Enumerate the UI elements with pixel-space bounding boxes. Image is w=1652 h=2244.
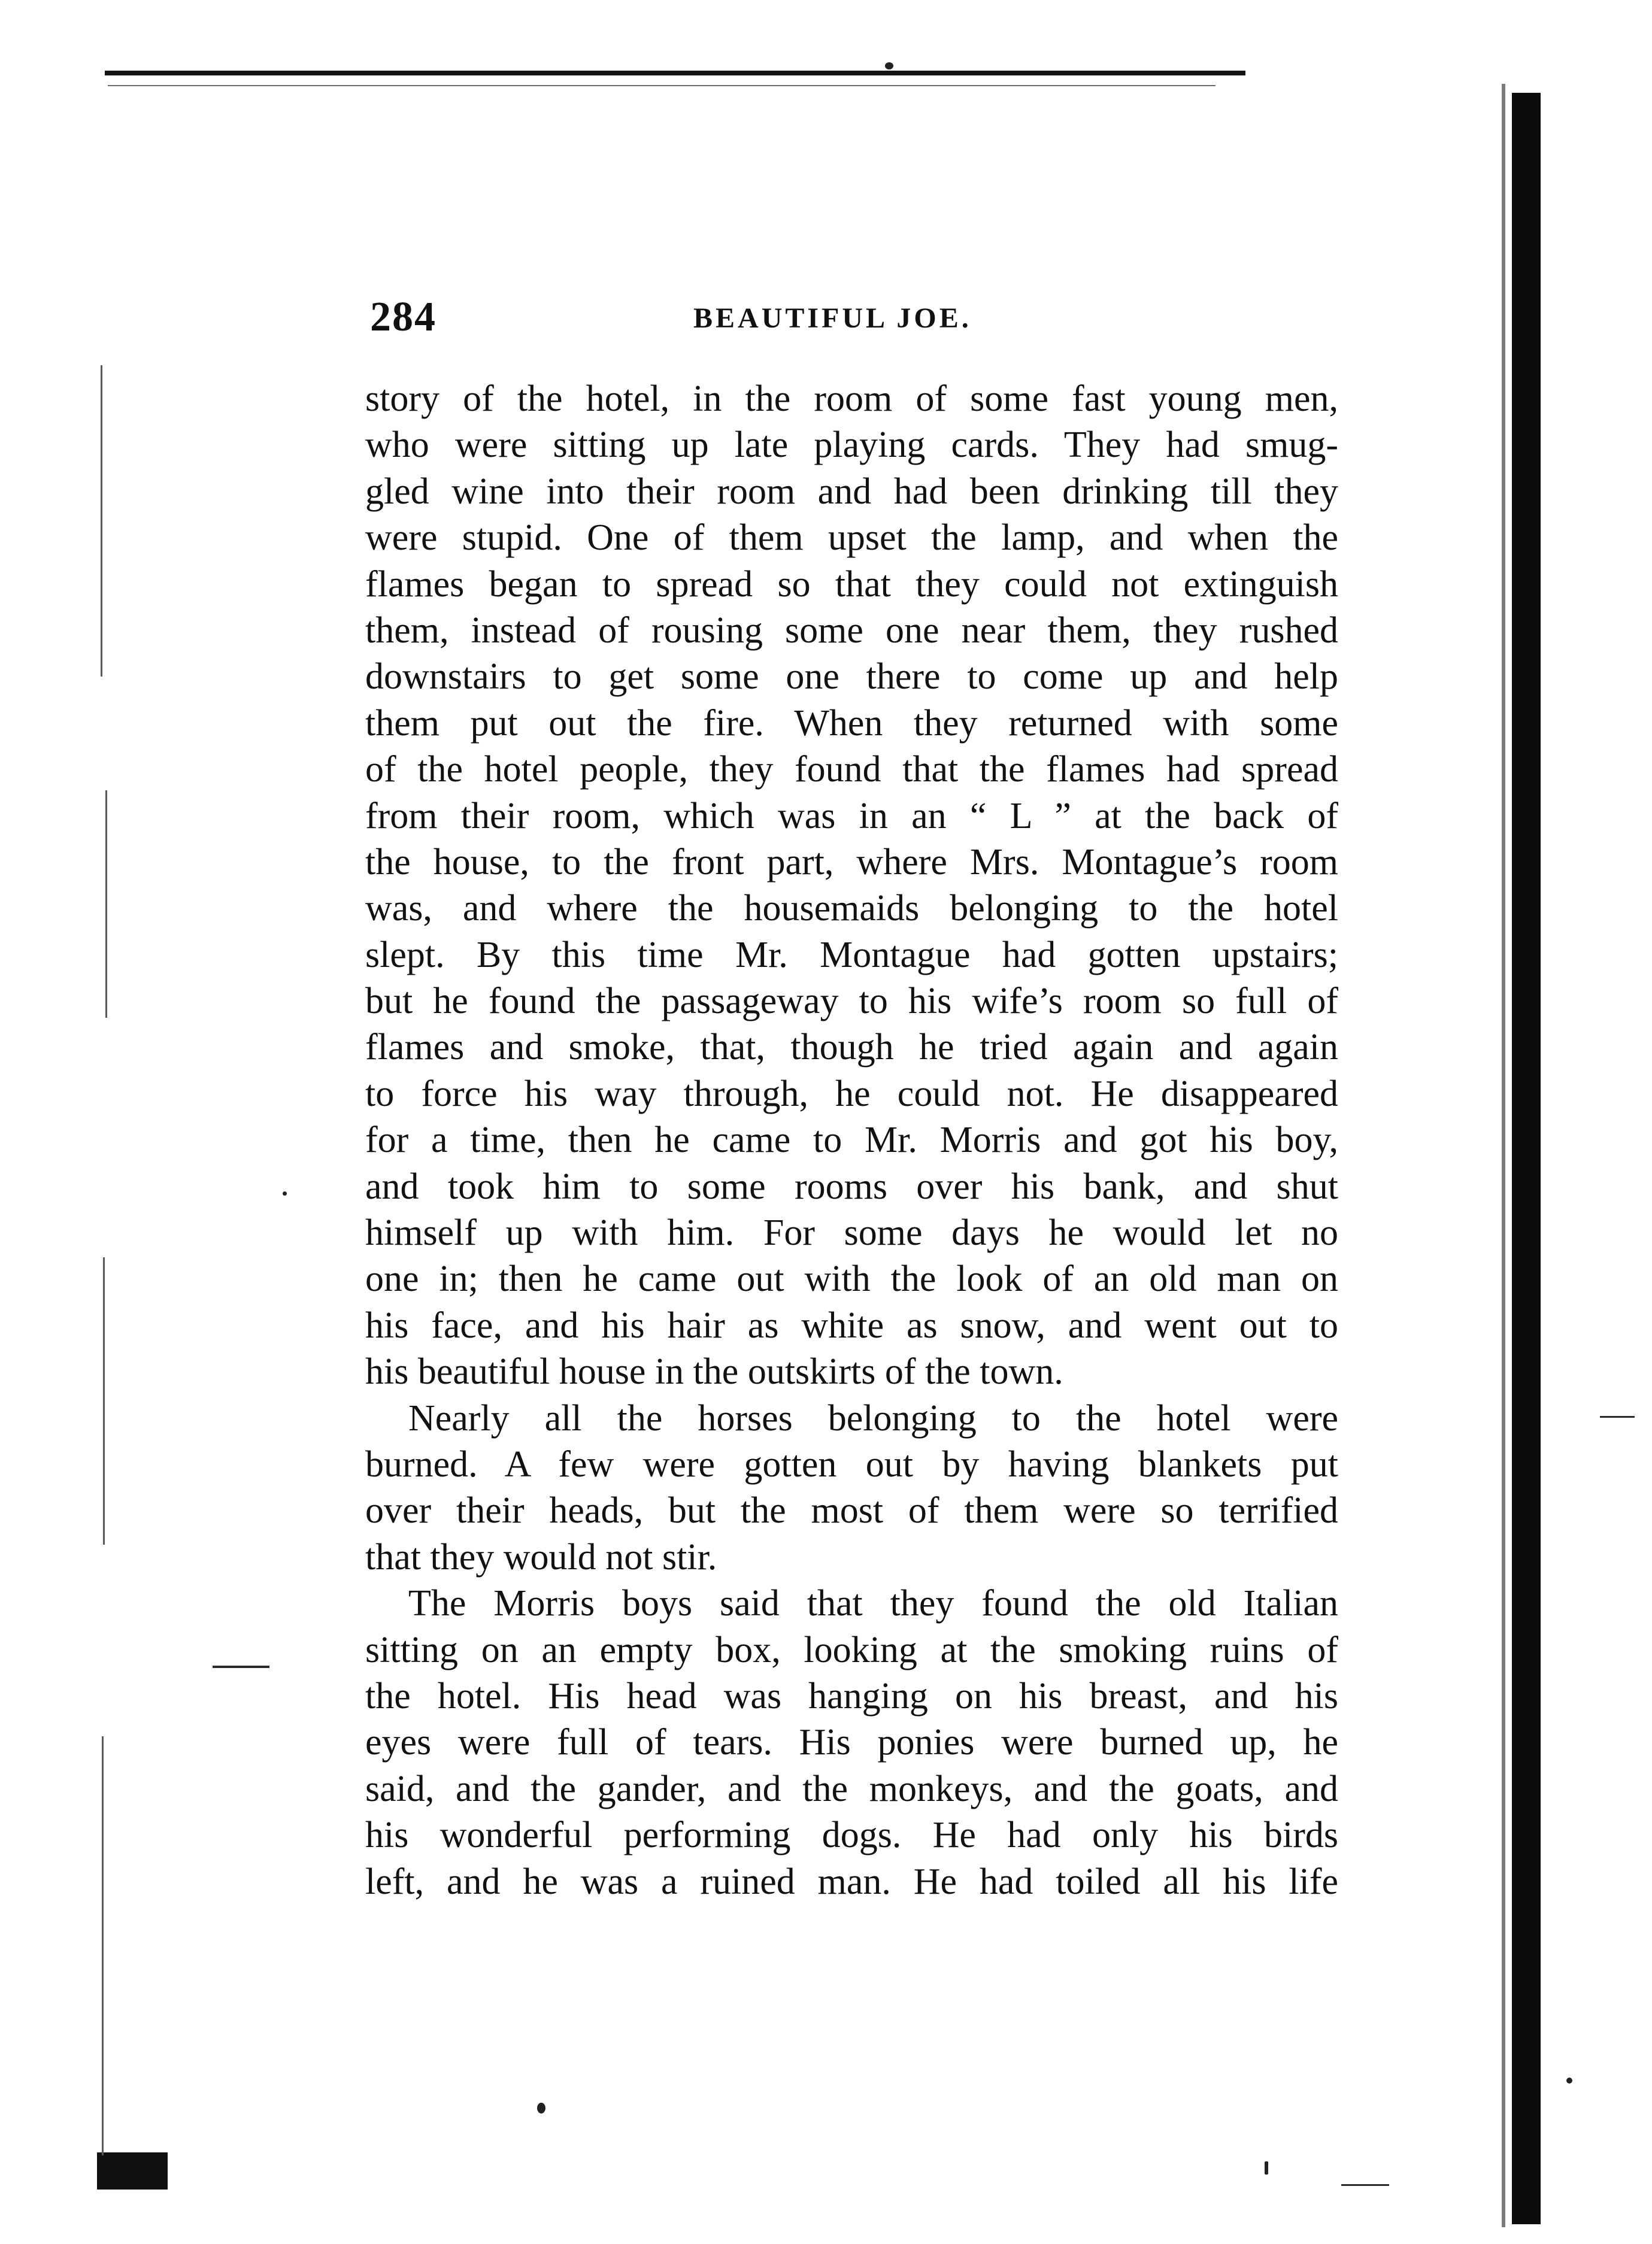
text-line: eyes were full of tears. His ponies were burned up, he — [365, 1722, 1338, 1763]
text-line: his beautiful house in the outskirts of the town. — [365, 1351, 1063, 1393]
running-header — [370, 293, 1335, 353]
text-line: downstairs to get some one there to come up and help — [365, 656, 1338, 698]
text-line: from their room, which was in an “ L ” at the back of — [365, 795, 1338, 836]
text-line: flames began to spread so that they could not extinguish — [365, 563, 1338, 605]
text-line: that they would not stir. — [365, 1536, 717, 1578]
paragraph — [365, 376, 1338, 1396]
text-line: for a time, then he came to Mr. Morris and got his boy, — [365, 1120, 1338, 1161]
scan-binding-mark — [102, 1736, 104, 2155]
text-line: himself up with him. For some days he would let no — [365, 1212, 1338, 1254]
text-line: but he found the passageway to his wife’s room so full of — [365, 981, 1338, 1022]
page-number: 284 — [370, 294, 437, 340]
scan-speck — [885, 62, 893, 69]
text-line: the hotel. His head was hanging on his breast, and his — [365, 1675, 1338, 1717]
scan-dash — [1341, 2184, 1389, 2186]
scan-dash — [1600, 1416, 1635, 1418]
scan-gutter-edge — [1502, 84, 1505, 2227]
text-line: the house, to the front part, where Mrs. Montague’s room — [365, 841, 1338, 883]
text-line: over their heads, but the most of them were so terrified — [365, 1490, 1338, 1532]
paragraph — [365, 1396, 1338, 1581]
text-line: The Morris boys said that they found the old Italian — [408, 1583, 1338, 1624]
scan-corner-mark — [97, 2152, 168, 2190]
running-title: BEAUTIFUL JOE. — [693, 302, 972, 334]
text-line: flames and smoke, that, though he tried again and again — [365, 1027, 1338, 1068]
text-line: who were sitting up late playing cards. They had smug- — [365, 424, 1338, 466]
paragraph — [365, 1581, 1338, 1905]
scan-binding-mark — [101, 365, 102, 677]
text-line: his face, and his hair as white as snow, and went out to — [365, 1305, 1338, 1346]
scan-speck — [1265, 2161, 1268, 2175]
text-line: Nearly all the horses belonging to the hotel were — [408, 1397, 1338, 1439]
scan-top-rule — [105, 71, 1245, 75]
text-line: story of the hotel, in the room of some fast young men, — [365, 378, 1338, 419]
scan-gutter-shadow — [1512, 93, 1541, 2224]
text-line: to force his way through, he could not. He disappeared — [365, 1073, 1338, 1114]
scan-speck — [537, 2103, 545, 2113]
text-line: his wonderful performing dogs. He had only his birds — [365, 1815, 1338, 1856]
scan-binding-mark — [105, 790, 107, 1018]
text-line: burned. A few were gotten out by having blankets put — [365, 1444, 1338, 1485]
text-line: was, and where the housemaids belonging to the hotel — [365, 888, 1338, 929]
scan-speck — [283, 1191, 287, 1196]
text-line: them put out the fire. When they returned with some — [365, 702, 1338, 744]
scan-top-rule-thin — [108, 85, 1215, 86]
scan-dash — [213, 1666, 269, 1668]
text-line: left, and he was a ruined man. He had toiled all his life — [365, 1861, 1338, 1902]
scan-speck — [1566, 2078, 1572, 2084]
text-line: one in; then he came out with the look of an old man on — [365, 1259, 1338, 1300]
text-line: said, and the gander, and the monkeys, and the goats, and — [365, 1768, 1338, 1809]
text-line: of the hotel people, they found that the flames had spread — [365, 749, 1338, 790]
text-line: slept. By this time Mr. Montague had gotten upstairs; — [365, 934, 1338, 975]
text-line: gled wine into their room and had been drinking till they — [365, 471, 1338, 512]
text-line: them, instead of rousing some one near them, they rushed — [365, 609, 1338, 651]
text-line: sitting on an empty box, looking at the smoking ruins of — [365, 1629, 1338, 1670]
text-line: and took him to some rooms over his bank, and shut — [365, 1166, 1338, 1207]
scan-binding-mark — [103, 1257, 105, 1545]
body-text — [365, 376, 1338, 1905]
text-line: were stupid. One of them upset the lamp, and when the — [365, 517, 1338, 559]
